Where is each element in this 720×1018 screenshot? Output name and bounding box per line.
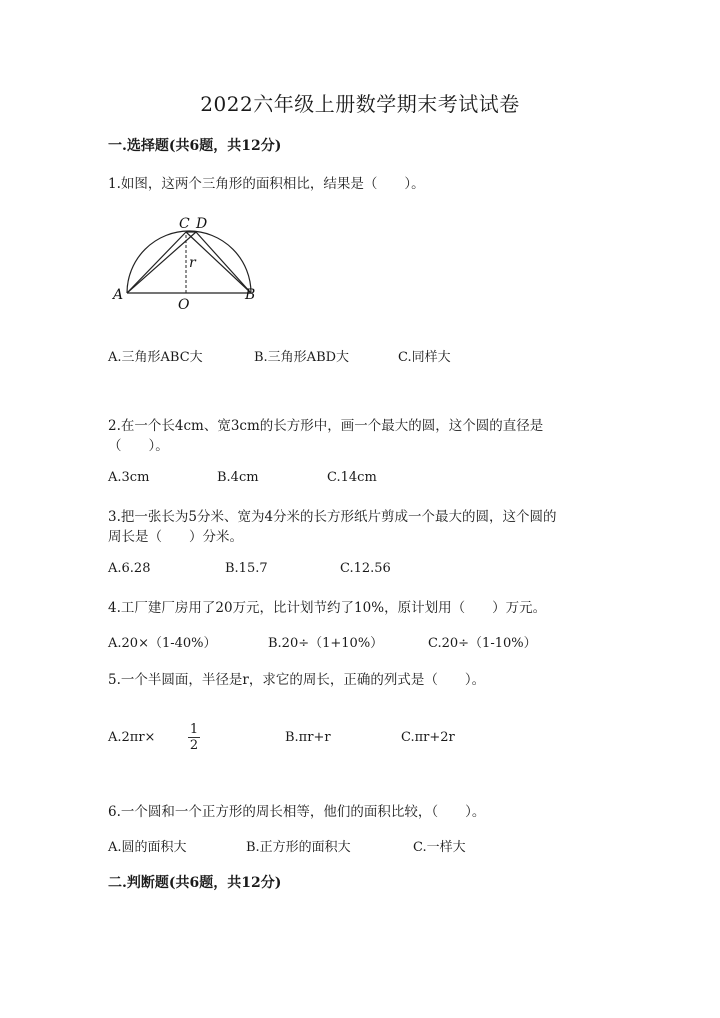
q4-option-c[interactable]: C.20÷（1-10%） xyxy=(428,636,537,651)
q3-option-a[interactable]: A.6.28 xyxy=(108,561,151,576)
q5-option-c[interactable]: C.πr+2r xyxy=(401,730,455,745)
q3-option-c[interactable]: C.12.56 xyxy=(340,561,391,576)
label-o: O xyxy=(178,297,190,313)
section-heading-choice: 一.选择题(共6题，共12分) xyxy=(108,138,282,154)
label-a: A xyxy=(113,287,124,303)
fraction-numerator: 1 xyxy=(189,722,199,737)
label-c: C xyxy=(179,216,190,232)
fraction-one-half xyxy=(187,722,201,753)
q2-option-b[interactable]: B.4cm xyxy=(217,470,259,485)
question-3-text-line2: 周长是（ ）分米。 xyxy=(108,529,243,545)
question-2-text-line1: 2.在一个长4cm、宽3cm的长方形中，画一个最大的圆，这个圆的直径是 xyxy=(108,418,544,434)
q3-option-b[interactable]: B.15.7 xyxy=(225,561,268,576)
segment-ac xyxy=(127,232,186,293)
question-3-text-line1: 3.把一张长为5分米、宽为4分米的长方形纸片剪成一个最大的圆，这个圆的 xyxy=(108,509,557,525)
question-6-text: 6.一个圆和一个正方形的周长相等，他们的面积比较，（ ）。 xyxy=(108,804,486,820)
q4-option-b[interactable]: B.20÷（1+10%） xyxy=(268,636,384,651)
q5-option-a[interactable]: A.2πr× xyxy=(108,730,156,745)
label-d: D xyxy=(196,216,208,232)
q6-option-c[interactable]: C.一样大 xyxy=(413,840,466,855)
question-5-text: 5.一个半圆面，半径是r，求它的周长，正确的列式是（ ）。 xyxy=(108,672,486,688)
q5-option-b[interactable]: B.πr+r xyxy=(285,730,331,745)
segment-cb xyxy=(186,232,251,293)
q4-option-a[interactable]: A.20×（1-40%） xyxy=(108,636,217,651)
section-heading-judgment: 二.判断题(共6题，共12分) xyxy=(108,875,282,891)
label-b: B xyxy=(245,287,256,303)
question-2-text-line2: （ ）。 xyxy=(108,438,169,454)
q1-option-b[interactable]: B.三角形ABD大 xyxy=(254,350,350,365)
q1-option-c[interactable]: C.同样大 xyxy=(398,350,451,365)
q2-option-a[interactable]: A.3cm xyxy=(108,470,150,485)
q6-option-a[interactable]: A.圆的面积大 xyxy=(108,840,187,855)
q6-option-b[interactable]: B.正方形的面积大 xyxy=(246,840,351,855)
q2-option-c[interactable]: C.14cm xyxy=(327,470,377,485)
fraction-denominator: 2 xyxy=(189,738,199,753)
q1-option-a[interactable]: A.三角形ABC大 xyxy=(108,350,203,365)
question-4-text: 4.工厂建厂房用了20万元，比计划节约了10%，原计划用（ ）万元。 xyxy=(108,600,547,616)
question-1-text: 1.如图，这两个三角形的面积相比，结果是（ ）。 xyxy=(108,176,425,192)
semicircle-triangle-figure xyxy=(105,213,265,313)
page-title: 2022六年级上册数学期末考试试卷 xyxy=(200,92,520,116)
label-r: r xyxy=(189,255,196,271)
